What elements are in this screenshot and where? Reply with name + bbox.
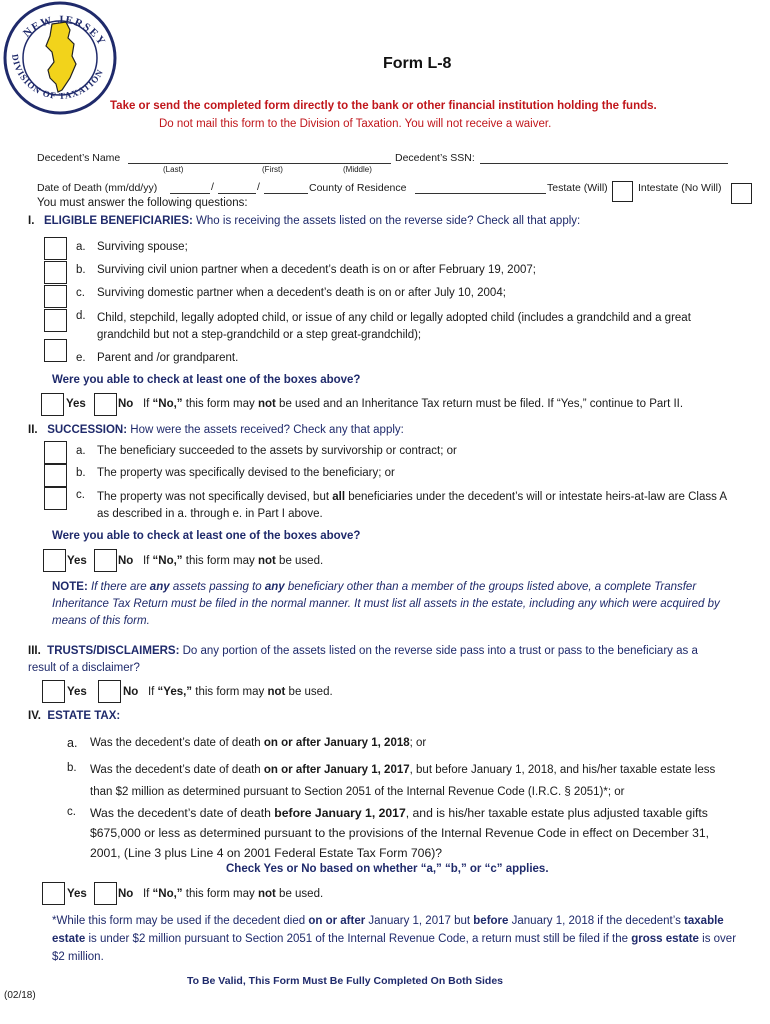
survivorship-checkbox[interactable] — [44, 441, 67, 464]
item-letter: b. — [76, 467, 86, 479]
estate-tax-letter-b: b. — [67, 762, 77, 774]
decedent-name-field[interactable] — [128, 153, 391, 164]
section-1-yes-checkbox[interactable] — [41, 393, 64, 416]
item-letter: c. — [76, 287, 85, 299]
section-2-question: How were the assets received? Check any that apply: — [127, 424, 404, 436]
section-3-title: TRUSTS/DISCLAIMERS: — [47, 645, 180, 657]
section-4-number: IV. — [28, 710, 42, 722]
dod-slash-2: / — [257, 181, 260, 193]
estate-tax-letter-a: a. — [67, 736, 78, 750]
estate-tax-question-b: Was the decedent’s date of death on or after January 1, 2017, but before January 1, 2018, and his/her taxable estate less than $2 million as determined pursuant to Section 2051 of the Internal Revenue Code (I.R.C. § 2051)*; or — [90, 764, 716, 798]
item-text-civil-union: Surviving civil union partner when a decedent’s death is on or after February 19, 2007; — [97, 264, 536, 276]
intro-text: You must answer the following questions: — [37, 197, 248, 209]
section-3-no-checkbox[interactable] — [98, 680, 121, 703]
item-text-spouse: Surviving spouse; — [97, 241, 188, 253]
item-letter: a. — [76, 241, 86, 253]
item-letter: a. — [76, 445, 86, 457]
dod-slash-1: / — [211, 181, 214, 193]
ssn-field[interactable] — [480, 153, 728, 164]
item-text-parent: Parent and /or grandparent. — [97, 352, 239, 364]
section-2-no-checkbox[interactable] — [94, 549, 117, 572]
section-4-no-checkbox[interactable] — [94, 882, 117, 905]
section-4-yes-checkbox[interactable] — [42, 882, 65, 905]
section-1-yes-label: Yes — [66, 398, 86, 410]
instruction-take-or-send: Take or send the completed form directly to the bank or other financial institution holding the funds. — [110, 100, 657, 112]
section-1-header — [28, 215, 580, 227]
revision-date: (02/18) — [4, 990, 36, 1001]
section-2-header — [28, 424, 404, 436]
estate-tax-letter-c: c. — [67, 806, 76, 818]
section-2-yes-checkbox[interactable] — [43, 549, 66, 572]
section-3-number: III. — [28, 645, 41, 657]
section-3-yes-checkbox[interactable] — [42, 680, 65, 703]
last-name-caption: (Last) — [163, 165, 184, 174]
section-1-no-text: No If “No,” this form may not be used and an Inheritance Tax return must be filed. If “Yes,” continue to Part II. — [118, 398, 684, 410]
testate-label: Testate (Will) — [547, 182, 608, 194]
child-checkbox[interactable] — [44, 309, 67, 332]
item-text-child: Child, stepchild, legally adopted child, or issue of any child or legally adopted child (includes a grandchild and a great grandchild but not a step-grandchild or a step great-grandchild); — [97, 312, 691, 341]
intestate-label: Intestate (No Will) — [638, 182, 722, 194]
estate-tax-question-c: Was the decedent’s date of death before January 1, 2017, and is his/her taxable estate plus adjusted taxable gifts $675,000 or less as determined pursuant to the provisions of the Internal Revenue Code in effect on December 31, 2001, (Line 3 plus Line 4 on 2001 Federal Estate Tax Form 706)? — [90, 806, 710, 860]
item-text-not-devised: The property was not specifically devised, but all beneficiaries under the decedent’s will or intestate heirs-at-law are Class A as described in a. through e. in Part I above. — [97, 491, 727, 520]
section-4-yes-label: Yes — [67, 888, 87, 900]
civil-union-checkbox[interactable] — [44, 261, 67, 284]
section-1-check-question: Were you able to check at least one of the boxes above? — [52, 374, 361, 386]
section-2-check-question: Were you able to check at least one of the boxes above? — [52, 530, 361, 542]
section-4-header — [28, 710, 120, 722]
dod-month-field[interactable] — [170, 183, 210, 194]
item-letter: b. — [76, 264, 86, 276]
section-2-no-text: No If “No,” this form may not be used. — [118, 555, 324, 567]
item-text-survivorship: The beneficiary succeeded to the assets by survivorship or contract; or — [97, 445, 457, 457]
section-2-yes-label: Yes — [67, 555, 87, 567]
section-3-no-text: No If “Yes,” this form may not be used. — [123, 686, 333, 698]
validity-footer: To Be Valid, This Form Must Be Fully Completed On Both Sides — [187, 975, 503, 987]
seal-bottom-text: DIVISION OF TAXATION — [10, 53, 106, 101]
parent-checkbox[interactable] — [44, 339, 67, 362]
section-4-no-text: No If “No,” this form may not be used. — [118, 888, 324, 900]
item-letter: e. — [76, 352, 86, 364]
note-paragraph: NOTE: If there are any assets passing to any beneficiary other than a member of the groups listed above, a complete Transfer Inheritance Tax Return must be filed in the normal manner. It must list all assets in the estate, including any which were acquired by means of this form. — [52, 581, 720, 627]
county-label: County of Residence — [309, 182, 407, 194]
devised-checkbox[interactable] — [44, 464, 67, 487]
county-field[interactable] — [415, 183, 546, 194]
section-1-title: ELIGIBLE BENEFICIARIES: — [43, 215, 193, 227]
section-3-header — [28, 643, 728, 677]
item-text-domestic-partner: Surviving domestic partner when a decedent’s death is on or after July 10, 2004; — [97, 287, 506, 299]
domestic-partner-checkbox[interactable] — [44, 285, 67, 308]
item-letter: d. — [76, 310, 86, 322]
estate-tax-question-a: Was the decedent’s date of death on or after January 1, 2018; or — [90, 737, 427, 749]
decedent-name-label: Decedent’s Name — [37, 152, 121, 164]
estate-tax-check-instruction: Check Yes or No based on whether “a,” “b,” or “c” applies. — [226, 863, 549, 875]
not-devised-checkbox[interactable] — [44, 487, 67, 510]
dod-year-field[interactable] — [264, 183, 308, 194]
section-1-question: Who is receiving the assets listed on the reverse side? Check all that apply: — [192, 215, 581, 227]
section-1-no-checkbox[interactable] — [94, 393, 117, 416]
section-3-yes-label: Yes — [67, 686, 87, 698]
instruction-do-not-mail: Do not mail this form to the Division of Taxation. You will not receive a waiver. — [159, 118, 552, 130]
intestate-checkbox[interactable] — [731, 183, 752, 204]
seal-top-text: NEW JERSEY — [21, 13, 108, 49]
section-1-number: I. — [28, 215, 35, 227]
section-4-title: ESTATE TAX: — [47, 710, 121, 722]
nj-division-of-taxation-seal — [0, 0, 118, 118]
testate-checkbox[interactable] — [612, 181, 633, 202]
estate-tax-footnote: *While this form may be used if the decedent died on or after January 1, 2017 but before January 1, 2018 if the decedent’s taxable estate is under $2 million pursuant to Section 2051 of the Internal Revenue Code, a return must still be filed if the gross estate is over $2 million. — [52, 915, 737, 963]
ssn-label: Decedent’s SSN: — [395, 152, 475, 164]
section-3-question: Do any portion of the assets listed on the reverse side pass into a trust or pass to the beneficiary as a result of a disclaimer? — [28, 645, 698, 674]
section-2-title: SUCCESSION: — [47, 424, 128, 436]
form-title: Form L-8 — [383, 55, 452, 72]
item-text-devised: The property was specifically devised to the beneficiary; or — [97, 467, 395, 479]
middle-name-caption: (Middle) — [343, 165, 372, 174]
first-name-caption: (First) — [262, 165, 283, 174]
dod-day-field[interactable] — [218, 183, 256, 194]
spouse-checkbox[interactable] — [44, 237, 67, 260]
section-2-number: II. — [28, 424, 38, 436]
item-letter: c. — [76, 489, 85, 501]
date-of-death-label: Date of Death (mm/dd/yy) — [37, 182, 158, 194]
